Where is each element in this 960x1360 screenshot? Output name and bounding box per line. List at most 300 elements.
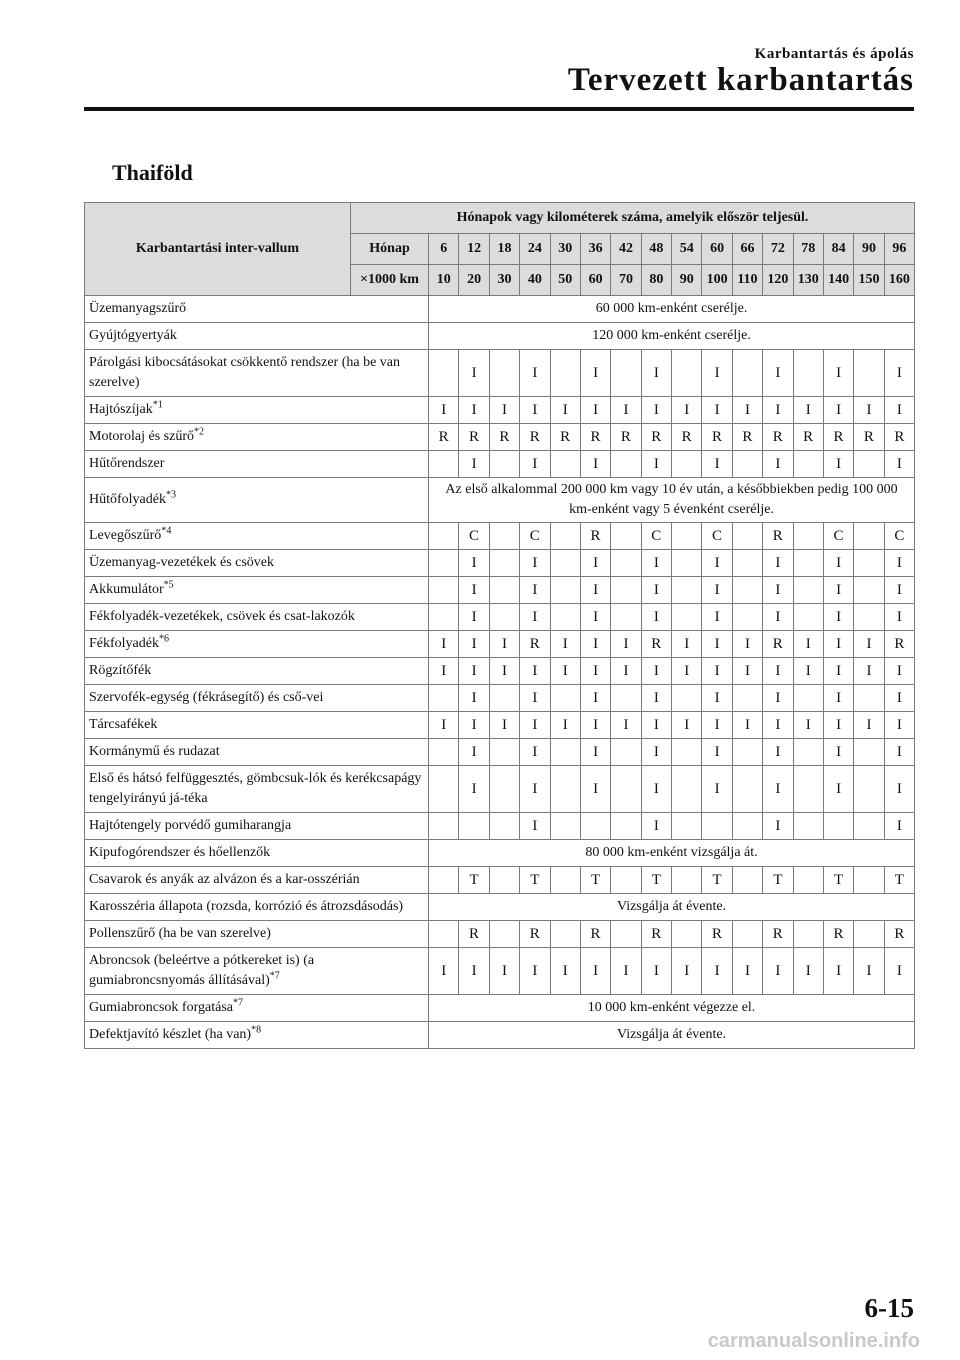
schedule-cell [489, 550, 519, 577]
month-96: 96 [884, 234, 914, 265]
month-90: 90 [854, 234, 884, 265]
schedule-cell [732, 766, 762, 813]
km-100: 100 [702, 265, 732, 296]
watermark: carmanualsonline.info [707, 1330, 920, 1352]
schedule-cell: R [854, 424, 884, 451]
schedule-cell: T [884, 867, 914, 894]
schedule-cell: I [884, 577, 914, 604]
schedule-cell [489, 523, 519, 550]
interval-note: 120 000 km-enként cserélje. [429, 323, 915, 350]
schedule-cell: I [459, 739, 489, 766]
schedule-cell [854, 685, 884, 712]
schedule-cell [793, 451, 823, 478]
schedule-cell: I [702, 739, 732, 766]
schedule-cell: I [823, 658, 853, 685]
schedule-cell: T [459, 867, 489, 894]
schedule-cell [429, 604, 459, 631]
schedule-cell: I [520, 766, 550, 813]
schedule-cell [793, 766, 823, 813]
schedule-cell: I [702, 604, 732, 631]
month-30: 30 [550, 234, 580, 265]
schedule-cell [732, 350, 762, 397]
maintenance-schedule-table [84, 202, 915, 1049]
schedule-cell: I [641, 350, 671, 397]
km-20: 20 [459, 265, 489, 296]
schedule-cell: I [854, 631, 884, 658]
schedule-cell: C [459, 523, 489, 550]
schedule-cell [793, 921, 823, 948]
row-label-text: Defektjavító készlet (ha van) [89, 1027, 252, 1042]
schedule-cell: R [763, 523, 793, 550]
row-label [85, 867, 429, 894]
schedule-cell: I [763, 712, 793, 739]
row-label [85, 995, 429, 1022]
schedule-cell [550, 867, 580, 894]
km-130: 130 [793, 265, 823, 296]
schedule-cell [672, 550, 702, 577]
schedule-cell: I [763, 550, 793, 577]
row-label [85, 685, 429, 712]
schedule-cell: I [702, 550, 732, 577]
schedule-cell: I [854, 712, 884, 739]
schedule-cell [550, 451, 580, 478]
schedule-cell: I [611, 658, 641, 685]
schedule-cell: I [732, 948, 762, 995]
schedule-cell [732, 813, 762, 840]
schedule-cell [854, 604, 884, 631]
table-row [85, 739, 915, 766]
schedule-cell [550, 685, 580, 712]
row-label [85, 296, 429, 323]
schedule-cell: I [489, 397, 519, 424]
schedule-cell [550, 523, 580, 550]
schedule-cell: I [823, 550, 853, 577]
schedule-cell [550, 921, 580, 948]
schedule-cell: I [672, 631, 702, 658]
row-label-text: Karosszéria állapota (rozsda, korrózió és átrozsdásodás) [89, 899, 404, 914]
schedule-cell [854, 867, 884, 894]
schedule-header: Hónapok vagy kilométerek száma, amelyik először teljesül. [351, 203, 915, 234]
row-label [85, 478, 429, 523]
schedule-cell: I [641, 739, 671, 766]
schedule-cell [429, 350, 459, 397]
schedule-cell: I [823, 451, 853, 478]
schedule-cell: I [641, 766, 671, 813]
schedule-cell [793, 604, 823, 631]
month-42: 42 [611, 234, 641, 265]
row-label-text: Hajtószíjak [89, 402, 153, 417]
schedule-cell: I [520, 577, 550, 604]
schedule-cell: I [793, 631, 823, 658]
row-label-text: Abroncsok (beleértve a pótkereket is) (a gumiabroncsnyomás állításával) [89, 953, 315, 988]
row-label [85, 604, 429, 631]
km-10: 10 [429, 265, 459, 296]
row-label-text: Párolgási kibocsátásokat csökkentő rendszer (ha be van szerelve) [89, 355, 401, 390]
month-78: 78 [793, 234, 823, 265]
schedule-cell: I [672, 948, 702, 995]
schedule-cell: R [459, 424, 489, 451]
footnote-ref: *1 [152, 399, 163, 411]
schedule-cell: I [763, 397, 793, 424]
page-number: 6-15 [864, 1293, 914, 1323]
schedule-cell: R [580, 424, 610, 451]
table-row [85, 712, 915, 739]
schedule-cell: I [459, 550, 489, 577]
table-row [85, 397, 915, 424]
schedule-cell [672, 921, 702, 948]
schedule-cell: C [520, 523, 550, 550]
schedule-cell: I [732, 631, 762, 658]
row-label-text: Fékfolyadék-vezetékek, csövek és csat-lakozók [89, 609, 355, 624]
schedule-cell: C [641, 523, 671, 550]
row-label [85, 451, 429, 478]
schedule-cell [429, 685, 459, 712]
schedule-cell: I [641, 604, 671, 631]
schedule-cell: I [823, 350, 853, 397]
km-160: 160 [884, 265, 914, 296]
schedule-cell: I [823, 739, 853, 766]
schedule-cell: T [763, 867, 793, 894]
schedule-cell [854, 350, 884, 397]
schedule-cell [672, 739, 702, 766]
schedule-cell [611, 523, 641, 550]
schedule-cell: I [763, 451, 793, 478]
schedule-cell [611, 550, 641, 577]
table-row [85, 658, 915, 685]
table-row [85, 921, 915, 948]
schedule-cell: I [459, 397, 489, 424]
schedule-cell: I [641, 813, 671, 840]
schedule-cell [793, 867, 823, 894]
schedule-cell: I [459, 948, 489, 995]
schedule-cell: T [580, 867, 610, 894]
schedule-cell: R [580, 921, 610, 948]
schedule-cell [550, 813, 580, 840]
schedule-cell [489, 451, 519, 478]
row-label-text: Levegőszűrő [89, 528, 162, 543]
table-row [85, 948, 915, 995]
row-label [85, 658, 429, 685]
schedule-cell [732, 451, 762, 478]
footnote-ref: *3 [165, 489, 176, 501]
schedule-cell: I [763, 766, 793, 813]
row-label [85, 840, 429, 867]
schedule-cell: I [702, 397, 732, 424]
schedule-cell: I [520, 350, 550, 397]
month-54: 54 [672, 234, 702, 265]
row-label [85, 739, 429, 766]
schedule-cell [732, 577, 762, 604]
schedule-cell [611, 577, 641, 604]
footnote-ref: *7 [269, 970, 280, 982]
row-label [85, 948, 429, 995]
section-header: Karbantartás és ápolás [754, 46, 914, 62]
km-120: 120 [763, 265, 793, 296]
schedule-cell [854, 766, 884, 813]
km-30: 30 [489, 265, 519, 296]
row-label [85, 323, 429, 350]
row-label-text: Fékfolyadék [89, 636, 159, 651]
schedule-cell [672, 685, 702, 712]
header-rule [84, 107, 914, 111]
schedule-cell: R [702, 424, 732, 451]
schedule-cell [550, 577, 580, 604]
schedule-cell [489, 766, 519, 813]
row-label-text: Kipufogórendszer és hőellenzők [89, 845, 271, 860]
table-row [85, 1022, 915, 1049]
table-row [85, 604, 915, 631]
schedule-cell: I [884, 948, 914, 995]
schedule-cell [732, 550, 762, 577]
schedule-cell: I [884, 451, 914, 478]
schedule-cell: I [520, 739, 550, 766]
schedule-cell [489, 350, 519, 397]
month-18: 18 [489, 234, 519, 265]
schedule-cell: I [550, 658, 580, 685]
row-label-text: Hűtőrendszer [89, 456, 165, 471]
schedule-cell: I [611, 712, 641, 739]
schedule-cell: I [884, 350, 914, 397]
schedule-cell: R [611, 424, 641, 451]
schedule-cell: I [702, 712, 732, 739]
row-label-text: Gumiabroncsok forgatása [89, 1000, 233, 1015]
table-row [85, 685, 915, 712]
schedule-cell [672, 867, 702, 894]
schedule-cell: I [702, 685, 732, 712]
schedule-cell: I [459, 604, 489, 631]
table-row [85, 350, 915, 397]
schedule-cell: I [641, 397, 671, 424]
row-label [85, 397, 429, 424]
schedule-cell: I [459, 350, 489, 397]
schedule-cell: R [641, 631, 671, 658]
schedule-cell: I [580, 451, 610, 478]
schedule-cell: I [702, 948, 732, 995]
month-60: 60 [702, 234, 732, 265]
schedule-cell: I [611, 397, 641, 424]
schedule-cell: R [884, 631, 914, 658]
schedule-cell: I [884, 604, 914, 631]
interval-note: Vizsgálja át évente. [429, 894, 915, 921]
row-label-text: Pollenszűrő (ha be van szerelve) [89, 926, 271, 941]
schedule-cell: I [580, 685, 610, 712]
schedule-cell: I [732, 658, 762, 685]
month-72: 72 [763, 234, 793, 265]
schedule-cell: I [823, 631, 853, 658]
schedule-cell: I [550, 712, 580, 739]
schedule-cell [732, 739, 762, 766]
row-label-text: Tárcsafékek [89, 717, 158, 732]
schedule-cell: I [520, 604, 550, 631]
table-row [85, 995, 915, 1022]
schedule-cell [550, 739, 580, 766]
schedule-cell [823, 813, 853, 840]
schedule-cell: I [672, 712, 702, 739]
schedule-cell [429, 813, 459, 840]
row-label-text: Motorolaj és szűrő [89, 429, 194, 444]
table-row [85, 550, 915, 577]
schedule-cell [429, 451, 459, 478]
row-label-text: Rögzítőfék [89, 663, 152, 678]
schedule-cell [672, 813, 702, 840]
row-label [85, 1022, 429, 1049]
schedule-cell: R [520, 921, 550, 948]
schedule-cell: I [580, 397, 610, 424]
schedule-cell: R [429, 424, 459, 451]
row-label-text: Gyújtógyertyák [89, 328, 177, 343]
schedule-cell: I [520, 658, 550, 685]
schedule-cell: I [763, 739, 793, 766]
schedule-cell: I [580, 739, 610, 766]
schedule-cell: I [580, 658, 610, 685]
row-label-text: Üzemanyag-vezetékek és csövek [89, 555, 275, 570]
schedule-cell: R [459, 921, 489, 948]
schedule-cell: I [489, 712, 519, 739]
schedule-cell [611, 604, 641, 631]
schedule-cell: I [702, 350, 732, 397]
row-label [85, 894, 429, 921]
table-row [85, 631, 915, 658]
schedule-cell: I [520, 451, 550, 478]
schedule-cell: C [884, 523, 914, 550]
schedule-cell [489, 739, 519, 766]
schedule-cell: R [641, 424, 671, 451]
schedule-cell [611, 739, 641, 766]
schedule-cell: R [763, 631, 793, 658]
schedule-cell [793, 550, 823, 577]
month-24: 24 [520, 234, 550, 265]
schedule-cell [489, 813, 519, 840]
schedule-cell: I [520, 712, 550, 739]
row-label-text: Szervofék-egység (fékrásegítő) és cső-vei [89, 690, 324, 705]
row-label-text: Első és hátsó felfüggesztés, gömbcsuk-lók és kerékcsapágy tengelyirányú já-téka [89, 771, 422, 806]
km-40: 40 [520, 265, 550, 296]
schedule-cell: I [429, 658, 459, 685]
interval-note: Az első alkalommal 200 000 km vagy 10 év után, a későbbiekben pedig 100 000 km-enként vagy 5 évenként cserélje. [429, 478, 915, 523]
row-label [85, 766, 429, 813]
schedule-cell: I [611, 948, 641, 995]
schedule-cell: I [823, 577, 853, 604]
month-48: 48 [641, 234, 671, 265]
schedule-cell: I [580, 577, 610, 604]
table-row [85, 523, 915, 550]
table-row [85, 894, 915, 921]
row-label [85, 712, 429, 739]
interval-note: 80 000 km-enként vizsgálja át. [429, 840, 915, 867]
schedule-cell: I [672, 658, 702, 685]
schedule-cell: R [702, 921, 732, 948]
schedule-cell [732, 685, 762, 712]
schedule-cell: I [884, 813, 914, 840]
schedule-cell: I [823, 766, 853, 813]
row-label-text: Csavarok és anyák az alvázon és a kar-osszérián [89, 872, 360, 887]
schedule-cell [732, 921, 762, 948]
schedule-cell [489, 577, 519, 604]
schedule-cell [672, 577, 702, 604]
schedule-cell [702, 813, 732, 840]
schedule-cell: I [459, 577, 489, 604]
schedule-cell: I [823, 685, 853, 712]
schedule-cell: I [702, 766, 732, 813]
schedule-cell: I [823, 397, 853, 424]
schedule-cell: R [520, 424, 550, 451]
table-row [85, 451, 915, 478]
schedule-cell: I [641, 658, 671, 685]
schedule-cell [854, 921, 884, 948]
schedule-cell [672, 523, 702, 550]
schedule-cell: I [672, 397, 702, 424]
row-label [85, 523, 429, 550]
schedule-cell [672, 604, 702, 631]
schedule-cell [611, 867, 641, 894]
schedule-cell: R [763, 424, 793, 451]
schedule-cell: T [520, 867, 550, 894]
schedule-cell [732, 523, 762, 550]
schedule-cell: I [580, 712, 610, 739]
schedule-cell [550, 550, 580, 577]
interval-note: 60 000 km-enként cserélje. [429, 296, 915, 323]
schedule-cell [611, 451, 641, 478]
footnote-ref: *2 [193, 426, 204, 438]
schedule-cell: I [459, 712, 489, 739]
page-title: Tervezett karbantartás [567, 62, 914, 98]
row-label-text: Kormánymű és rudazat [89, 744, 220, 759]
table-row [85, 766, 915, 813]
month-label: Hónap [351, 234, 429, 265]
schedule-cell: I [459, 658, 489, 685]
month-66: 66 [732, 234, 762, 265]
region-title: Thaiföld [112, 160, 193, 185]
schedule-cell: I [641, 948, 671, 995]
schedule-cell [854, 550, 884, 577]
schedule-cell: I [823, 712, 853, 739]
row-label [85, 577, 429, 604]
month-36: 36 [580, 234, 610, 265]
schedule-cell: I [793, 948, 823, 995]
schedule-cell: I [641, 685, 671, 712]
schedule-cell [459, 813, 489, 840]
schedule-cell [854, 451, 884, 478]
schedule-cell: I [429, 631, 459, 658]
schedule-cell: I [580, 948, 610, 995]
schedule-cell [489, 867, 519, 894]
schedule-cell [429, 550, 459, 577]
schedule-cell [611, 921, 641, 948]
schedule-cell: I [520, 550, 550, 577]
schedule-cell [429, 577, 459, 604]
km-110: 110 [732, 265, 762, 296]
schedule-cell [672, 451, 702, 478]
schedule-cell: I [884, 766, 914, 813]
interval-note: Vizsgálja át évente. [429, 1022, 915, 1049]
schedule-cell: I [763, 604, 793, 631]
schedule-cell: R [823, 424, 853, 451]
schedule-cell: I [550, 948, 580, 995]
schedule-cell [793, 739, 823, 766]
schedule-cell [854, 577, 884, 604]
row-label [85, 424, 429, 451]
footnote-ref: *7 [232, 997, 243, 1009]
km-60: 60 [580, 265, 610, 296]
table-row [85, 323, 915, 350]
km-80: 80 [641, 265, 671, 296]
schedule-cell: I [854, 397, 884, 424]
schedule-cell: I [489, 631, 519, 658]
km-150: 150 [854, 265, 884, 296]
row-label [85, 921, 429, 948]
schedule-cell: I [429, 397, 459, 424]
schedule-cell: R [672, 424, 702, 451]
